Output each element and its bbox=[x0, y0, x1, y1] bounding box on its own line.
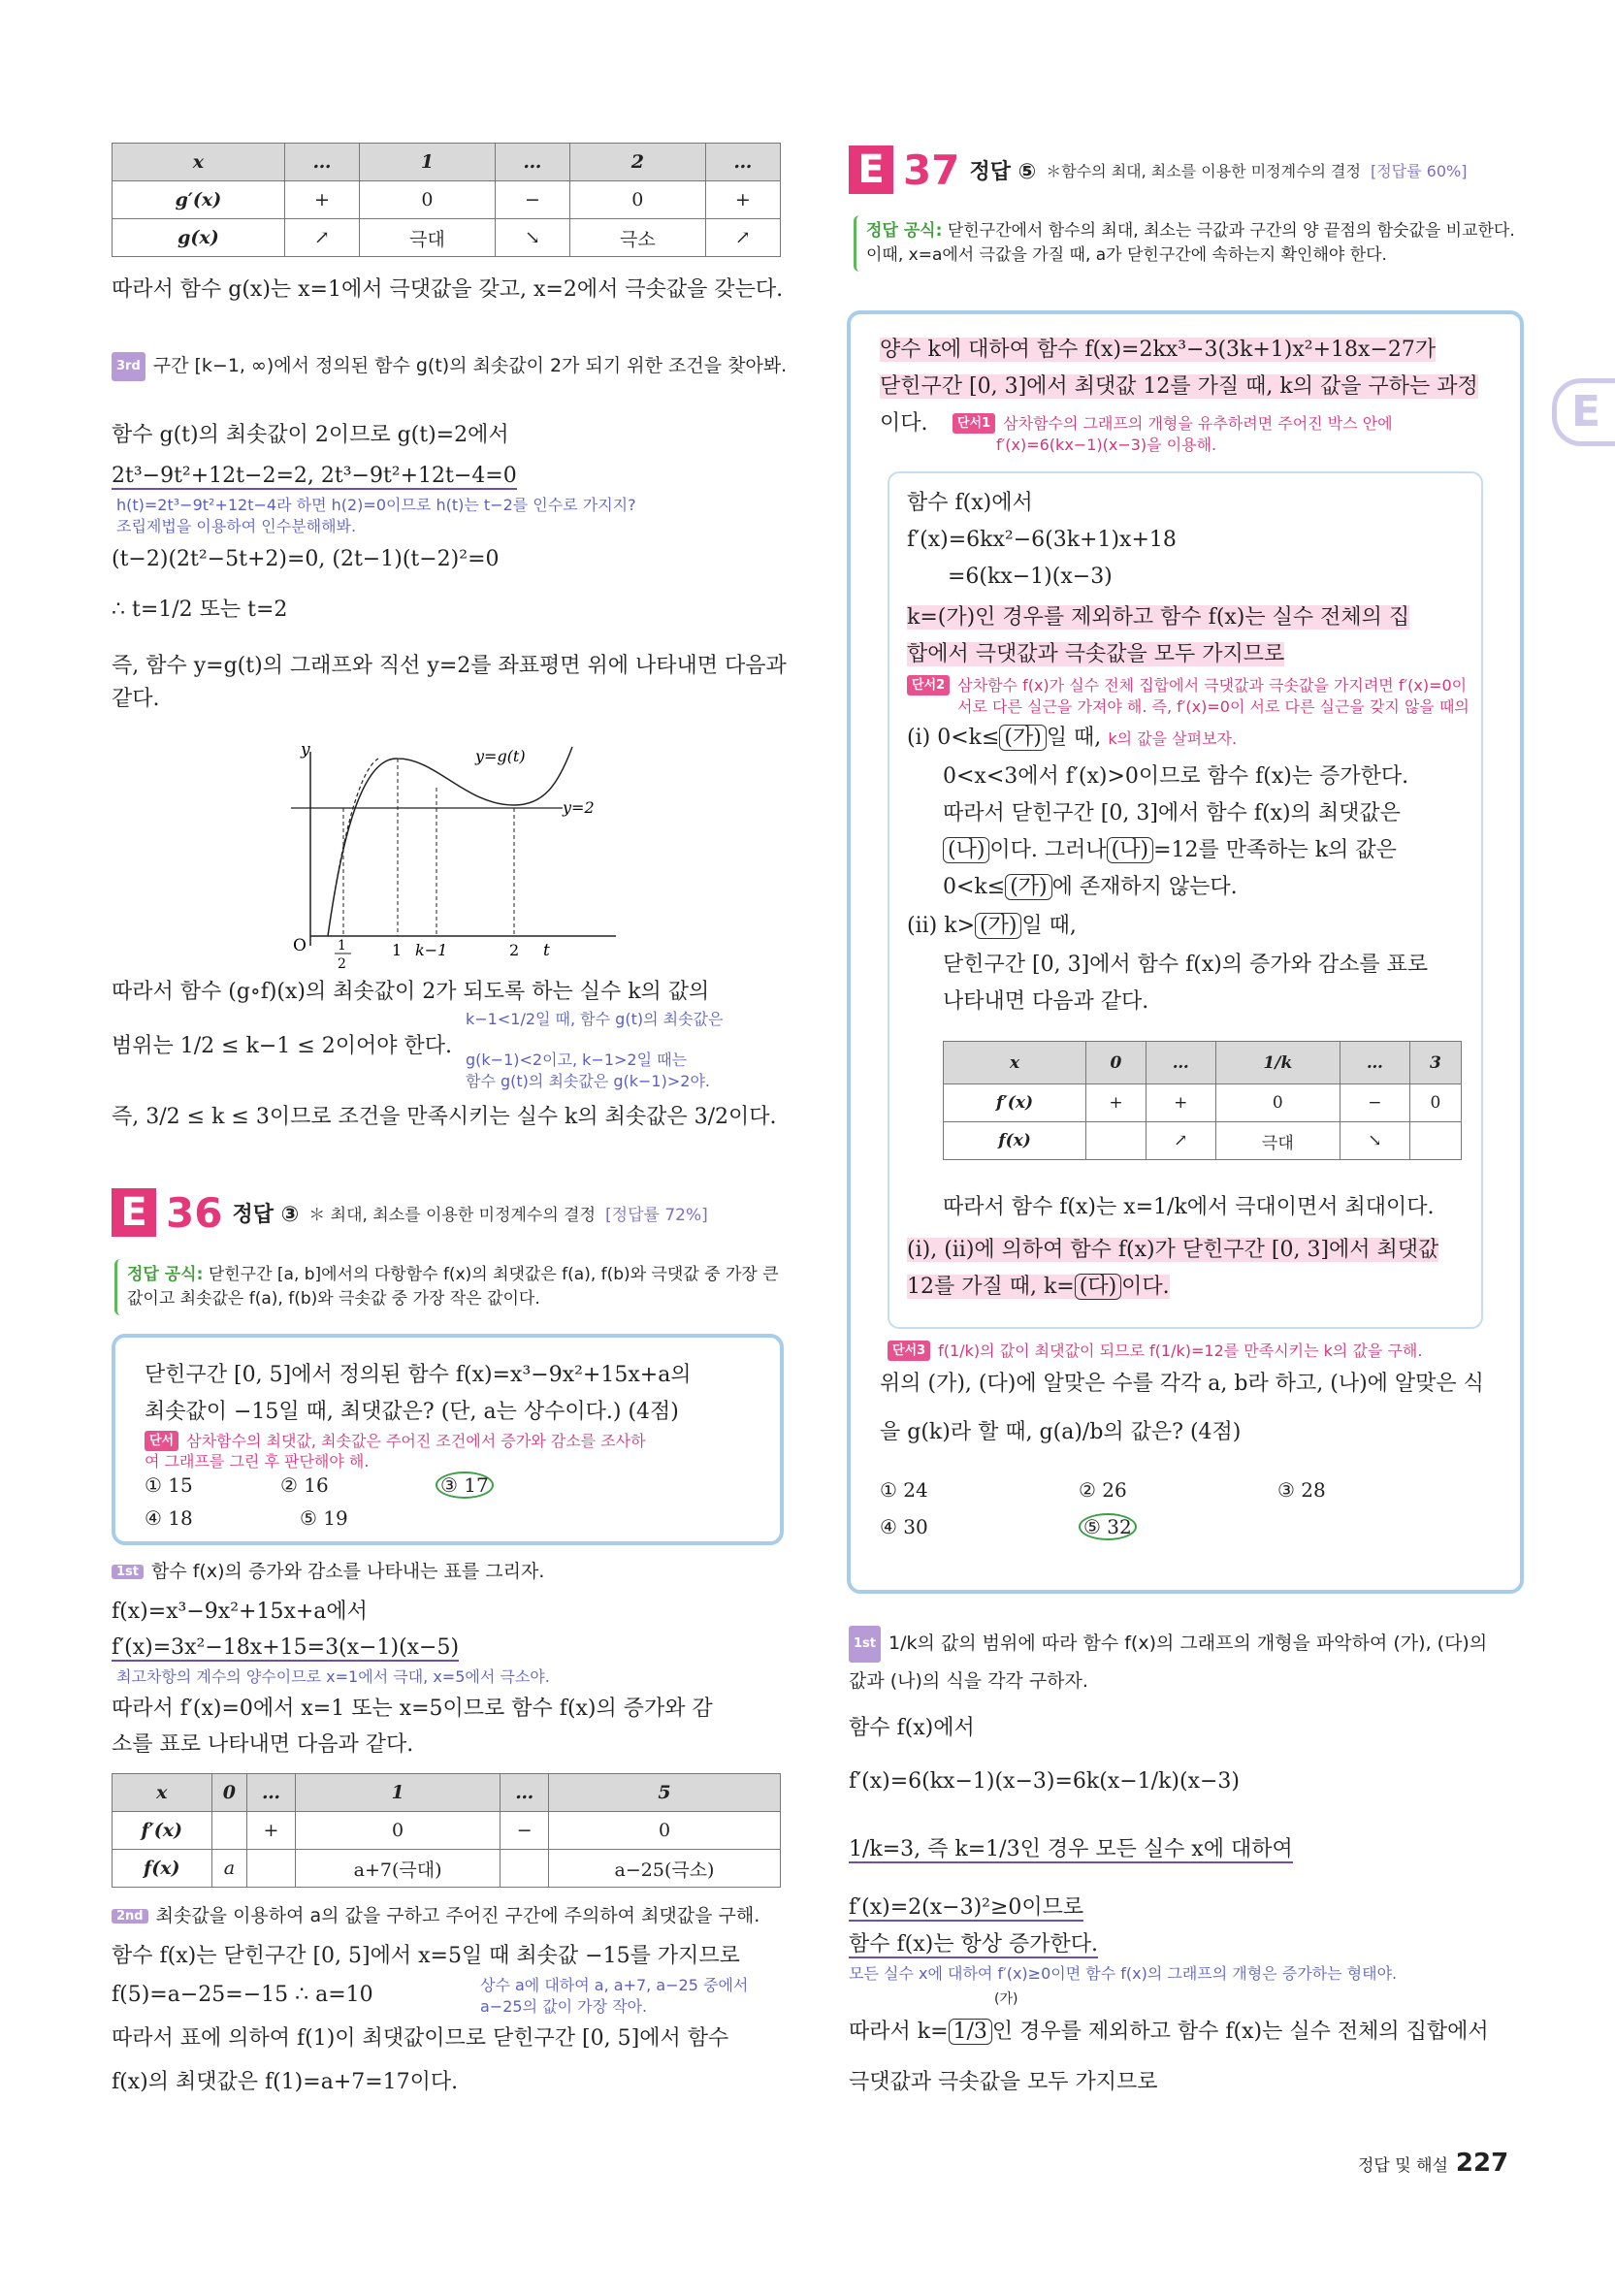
table-row: f(x) ↗ 극대 ↘ bbox=[944, 1122, 1462, 1160]
question-text: 닫힌구간 [0, 5]에서 정의된 함수 f(x)=x³−9x²+15x+a의 bbox=[145, 1363, 692, 1387]
curve-dashed bbox=[328, 759, 378, 936]
tick-label: 1 bbox=[338, 938, 346, 954]
step-1st-right: 1st 1/k의 값의 범위에 따라 함수 f(x)의 그래프의 개형을 파악하여 (가), (다)의 값과 (나)의 식을 각각 구하자. bbox=[849, 1625, 1508, 1699]
note: g(k−1)<2이고, k−1>2일 때는 bbox=[466, 1051, 688, 1069]
hint-1b: f′(x)=6(kx−1)(x−3)을 이용해. bbox=[996, 436, 1217, 454]
choices bbox=[880, 1478, 1501, 1538]
equation: f(x)=x³−9x²+15x+a에서 bbox=[112, 1600, 368, 1624]
equation: f′(x)=6(kx−1)(x−3)=6k(x−1/k)(x−3) bbox=[849, 1769, 1240, 1794]
paragraph: 1/k=3, 즉 k=1/3인 경우 모든 실수 x에 대하여 bbox=[849, 1837, 1293, 1861]
note: h(t)=2t³−9t²+12t−4라 하면 h(2)=0이므로 h(t)는 t−2를 인수로 가지지? bbox=[116, 496, 636, 514]
question-text: 이다. bbox=[880, 411, 928, 436]
paragraph: 함수 f(x)에서 bbox=[849, 1716, 975, 1740]
increase-decrease-table-f37: x 0 … 1/k … 3 f′(x) + + 0 − 0 f(x) ↗ 극대 ↘ bbox=[943, 1041, 1462, 1160]
formula-box: 정답 공식: 닫힌구간에서 함수의 최대, 최소는 극값과 구간의 양 끝점의 함숫값을 비교한다. 이때, x=a에서 극값을 가질 때, a가 닫힌구간에 속하는지 확인해야 한다. bbox=[854, 215, 1526, 272]
answer-label: 정답 ⑤ bbox=[969, 159, 1037, 184]
hint-1: 단서1 삼차함수의 그래프의 개형을 유추하려면 주어진 박스 안에 bbox=[953, 413, 1393, 434]
table-row: f(x) a a+7(극대) a−25(극소) bbox=[113, 1850, 781, 1888]
step-2nd: 2nd 최솟값을 이용하여 a의 값을 구하고 주어진 구간에 주의하여 최댓값을 구해. bbox=[112, 1901, 759, 1927]
paragraph: 따라서 표에 의하여 f(1)이 최댓값이므로 닫힌구간 [0, 5]에서 함수 bbox=[112, 2026, 729, 2051]
paragraph: 따라서 함수 g(x)는 x=1에서 극댓값을 갖고, x=2에서 극솟값을 갖는다. bbox=[112, 277, 784, 302]
paragraph: 함수 f(x)는 닫힌구간 [0, 5]에서 x=5일 때 최솟값 −15를 가지므로 bbox=[112, 1944, 740, 1968]
paragraph: 소를 표로 나타내면 다음과 같다. bbox=[112, 1732, 414, 1757]
equation: f′(x)=2(x−3)²≥0이므로 bbox=[849, 1895, 1084, 1920]
chapter-tab: E bbox=[1552, 378, 1615, 446]
hint: 단서 삼차함수의 최댓값, 최솟값은 주어진 조건에서 증가와 감소를 조사하여 그래프를 그린 후 판단해야 해. bbox=[145, 1432, 646, 1471]
note: 최고차항의 계수의 양수이므로 x=1에서 극대, x=5에서 극소야. bbox=[116, 1667, 550, 1686]
formula-box: 정답 공식: 닫힌구간 [a, b]에서의 다항함수 f(x)의 최댓값은 f(a), f(b)와 극댓값 중 가장 큰 값이고 최솟값은 f(a), f(b)와 극솟값 중 가장 작은 값이다. bbox=[114, 1259, 796, 1315]
hint-2: 단서2 삼차함수 f(x)가 실수 전체 집합에서 극댓값과 극솟값을 가지려면 f′(x)=0이 bbox=[907, 675, 1479, 695]
equation: f′(x)=3x²−18x+15=3(x−1)(x−5) bbox=[112, 1635, 460, 1660]
paragraph: 함수 g(t)의 최솟값이 2이므로 g(t)=2에서 bbox=[112, 423, 509, 447]
question-box-37 bbox=[847, 310, 1524, 1594]
section-badge: E bbox=[849, 146, 893, 194]
table-row: g′(x) + 0 − 0 + bbox=[113, 181, 781, 219]
table-header-cell: 2 bbox=[570, 144, 706, 181]
page-footer bbox=[1358, 2149, 1508, 2178]
question-text: 닫힌구간 [0, 3]에서 최댓값 12를 가질 때, k의 값을 구하는 과정 bbox=[880, 374, 1478, 399]
origin-label: O bbox=[293, 936, 307, 955]
step-tag: 3rd bbox=[112, 352, 145, 381]
table-row: g(x) ↗ 극대 ↘ 극소 ↗ bbox=[113, 219, 781, 257]
step-1st: 1st 함수 f(x)의 증가와 감소를 나타내는 표를 그리자. bbox=[112, 1557, 544, 1583]
choice[interactable]: ⑤ 19 bbox=[300, 1506, 348, 1530]
choice[interactable]: ② 16 bbox=[280, 1473, 329, 1497]
curve-g bbox=[328, 747, 572, 936]
curve-label: y=g(t) bbox=[475, 747, 526, 765]
topic-label: ＊함수의 최대, 최소를 이용한 미정계수의 결정 bbox=[1046, 161, 1361, 180]
choices bbox=[145, 1473, 727, 1530]
paragraph: f(x)의 최댓값은 f(1)=a+7=17이다. bbox=[112, 2070, 459, 2094]
note: k−1<1/2일 때, 함수 g(t)의 최솟값은 bbox=[466, 1010, 724, 1028]
equation: ∴ t=1/2 또는 t=2 bbox=[112, 598, 288, 622]
paragraph: 즉, 3/2 ≤ k ≤ 3이므로 조건을 만족시키는 실수 k의 최솟값은 3/2이다. bbox=[112, 1105, 777, 1129]
answer-label: 정답 ③ bbox=[232, 1202, 300, 1227]
increase-decrease-table-g bbox=[112, 143, 781, 257]
equation: 2t³−9t²+12t−2=2, 2t³−9t²+12t−4=0 bbox=[112, 464, 517, 488]
tick-label: k−1 bbox=[415, 941, 448, 959]
label: (가) bbox=[994, 1991, 1018, 2007]
paragraph: 범위는 1/2 ≤ k−1 ≤ 2이어야 한다. bbox=[112, 1034, 453, 1058]
step-3rd: 3rd 구간 [k−1, ∞)에서 정의된 함수 g(t)의 최솟값이 2가 되기 위한 조건을 찾아봐. bbox=[112, 351, 791, 381]
paragraph: 따라서 f′(x)=0에서 x=1 또는 x=5이므로 함수 f(x)의 증가와 감 bbox=[112, 1697, 713, 1721]
paragraph: 따라서 함수 (g∘f)(x)의 최솟값이 2가 되도록 하는 실수 k의 값의 bbox=[112, 980, 710, 1004]
question-number: 36 bbox=[166, 1188, 223, 1237]
choice[interactable]: ④ 30 bbox=[880, 1515, 928, 1538]
topic-label: ＊ 최대, 최소를 이용한 미정계수의 결정 bbox=[308, 1205, 597, 1225]
table-header-cell: 1 bbox=[360, 144, 496, 181]
tick-label: 2 bbox=[338, 956, 346, 972]
choice[interactable]: ② 26 bbox=[1079, 1478, 1127, 1502]
question-number: 37 bbox=[903, 146, 960, 194]
table-header-cell: … bbox=[495, 144, 569, 181]
note: 모든 실수 x에 대하여 f′(x)≥0이면 함수 f(x)의 그래프의 개형은 증가하는 형태야. bbox=[849, 1964, 1398, 1983]
tick-label: 2 bbox=[509, 941, 520, 959]
tick-label: 1 bbox=[392, 941, 403, 959]
section-badge: E bbox=[112, 1188, 156, 1237]
footer-text: 정답 및 해설 bbox=[1358, 2156, 1448, 2176]
paragraph: 따라서 k= 1/3 인 경우를 제외하고 함수 f(x)는 실수 전체의 집합에서 bbox=[849, 2020, 1489, 2044]
y-label: y bbox=[301, 740, 310, 760]
equation: f(5)=a−25=−15 ∴ a=10 bbox=[112, 1983, 373, 2007]
table-row: f′(x) + 0 − 0 bbox=[113, 1812, 781, 1850]
question-text: 최솟값이 −15일 때, 최댓값은? (단, a는 상수이다.) (4점) bbox=[145, 1400, 679, 1424]
table-header-cell: … bbox=[705, 144, 780, 181]
page-number: 227 bbox=[1455, 2149, 1509, 2178]
table-header-cell: x bbox=[113, 144, 285, 181]
choice[interactable]: ③ 17 bbox=[436, 1473, 591, 1497]
increase-decrease-table-f: x 0 … 1 … 5 f′(x) + 0 − 0 f(x) a a+7(극대) a−25(극소) bbox=[112, 1773, 781, 1888]
table-row: f′(x) + + 0 − 0 bbox=[944, 1084, 1462, 1122]
correct-rate: [정답률 72%] bbox=[605, 1205, 708, 1225]
note: 조립제법을 이용하여 인수분해해봐. bbox=[116, 517, 357, 535]
process-box: 함수 f(x)에서 f′(x)=6kx²−6(3k+1)x+18 =6(kx−1)(x−3) k=(가)인 경우를 제외하고 함수 f(x)는 실수 전체의 집 합에서 극댓값과 극솟값을 모두 가지므로 단서2 삼차함수 f(x)가 실수 전체 집합에서 극댓값과 극솟값을 가지려면 f′(x)=0이 서로 다른 실근을 가져야 해. 즉, f′(x)=0이 서로 다른 실근을 갖지 않을 때의 (i) 0<k≤ (가) 일 때, k의 값을 살펴보자. 0<x<3에서 f′(x)>0이므로 함수 f(x)는 증가한다. 따라서 닫힌구간 [0, 3]에서 함수 f(x)의 최댓값은 (나) 이다. 그러나 (나) =12를 만족하는 k의 값은 0<k≤ (가) 에 존재하지 않는다. (ii) k> (가) 일 때, 닫힌구간 [0, 3]에서 함수 f(x)의 증가와 감소를 표로 나타내면 다음과 같다. x 0 … 1/k … 3 f′(x) + + 0 − 0 f(x) ↗ 극대 ↘ 따라서 함수 f(x)는 x=1/k에서 극대이면서 최대이다. (i), (ii)에 의하여 함수 f(x)가 닫힌구간 [0, 3]에서 최댓값 12를 가질 때, k= (다) 이다. bbox=[888, 471, 1483, 1329]
choice[interactable]: ④ 18 bbox=[145, 1506, 193, 1530]
paragraph: 극댓값과 극솟값을 모두 가지므로 bbox=[849, 2070, 1158, 2094]
note: 함수 g(t)의 최솟값은 g(k−1)>2야. bbox=[466, 1072, 710, 1090]
question-header-36 bbox=[112, 1188, 708, 1237]
question-text: 을 g(k)라 할 때, g(a)/b의 값은? (4점) bbox=[880, 1420, 1242, 1444]
note: a−25의 값이 가장 작아. bbox=[480, 1997, 648, 2016]
paragraph: 즉, 함수 y=g(t)의 그래프와 직선 y=2를 좌표평면 위에 나타내면 다음과 같다. bbox=[112, 654, 787, 711]
question-header-37 bbox=[849, 146, 1468, 194]
correct-rate: [정답률 60%] bbox=[1370, 161, 1468, 180]
graph-g-t bbox=[281, 737, 630, 972]
choice[interactable]: ⑤ 32 bbox=[1079, 1515, 1277, 1538]
hint-3: 단서3 f(1/k)의 값이 최댓값이 되므로 f(1/k)=12를 만족시키는 k의 값을 구해. bbox=[888, 1341, 1508, 1361]
question-text: 양수 k에 대하여 함수 f(x)=2kx³−3(3k+1)x²+18x−27가 bbox=[880, 338, 1437, 362]
line-label: y=2 bbox=[563, 798, 595, 817]
paragraph: 함수 f(x)는 항상 증가한다. bbox=[849, 1932, 1098, 1956]
choice[interactable]: ① 15 bbox=[145, 1473, 193, 1497]
equation: (t−2)(2t²−5t+2)=0, (2t−1)(t−2)²=0 bbox=[112, 547, 500, 571]
choice[interactable]: ③ 28 bbox=[1277, 1478, 1326, 1502]
question-text: 위의 (가), (다)에 알맞은 수를 각각 a, b라 하고, (나)에 알맞은 식 bbox=[880, 1372, 1484, 1396]
choice[interactable]: ① 24 bbox=[880, 1478, 928, 1502]
question-box-36 bbox=[112, 1334, 784, 1545]
note: 상수 a에 대하여 a, a+7, a−25 중에서 bbox=[480, 1976, 749, 1994]
table-header-cell: … bbox=[284, 144, 359, 181]
x-label: t bbox=[543, 941, 550, 960]
